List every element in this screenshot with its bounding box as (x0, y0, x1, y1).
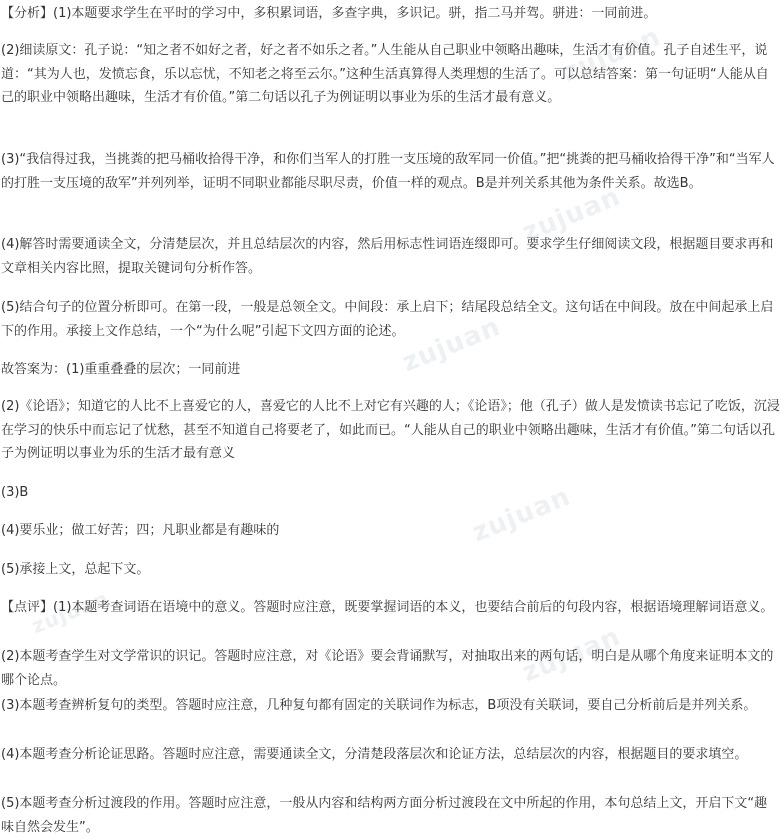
comment-paragraph-1: 【点评】(1)本题考查词语在语境中的意义。答题时应注意，既要掌握词语的本义，也要结合前后的句段内容，根据语境理解词语意义。 (1, 600, 774, 615)
answer-line-5: (5)承接上文，总起下文。 (1, 562, 150, 577)
watermark-logo: zujuan (558, 21, 665, 89)
watermark-logo: zujuan (518, 621, 625, 689)
comment-paragraph-3: (3)本题考查辨析复句的类型。答题时应注意，几种复句都有固定的关联词作为标志，B项没有关联词，要自己分析前后是并列关系。 (1, 698, 757, 713)
comment-paragraph-5: (5)本题考查分析过渡段的作用。答题时应注意，一般从内容和结构两方面分析过渡段在文中所起的作用，本句总结上文，开启下文“趣味自然会发生”。 (1, 796, 768, 835)
comment-paragraph-2: (2)本题考查学生对文学常识的识记。答题时应注意，对《论语》要会背诵默写，对抽取出来的两句话，明白是从哪个角度来证明本文的哪个论点。 (1, 649, 774, 688)
watermark-logo: zujuan (518, 181, 625, 249)
analysis-paragraph-5: (5)结合句子的位置分析即可。在第一段，一般是总领全文。中间段：承上启下；结尾段总结全文。这句话在中间段。放在中间起承上启下的作用。承接上文作总结，一个“为什么呢”引起下文四方面的论述。 (1, 300, 774, 339)
answer-line-2: (2)《论语》；知道它的人比不上喜爱它的人，喜爱它的人比不上对它有兴趣的人；《论语》；他（孔子）做人是发愤读书忘记了吃饭，沉浸在学习的快乐中而忘记了忧愁，甚至不知道自己将要老了，如此而已。“人能从自己的职业中领略出趣味，生活才有价值。”第二句话以孔子为例证明以事业为乐的生活才最有意义 (1, 399, 780, 461)
watermark-logo: zujuan (398, 311, 505, 379)
analysis-paragraph-3: (3)“我信得过我，当挑粪的把马桶收拾得干净，和你们当军人的打胜一支压境的敌军同一价值。”把“挑粪的把马桶收拾得干净”和“当军人的打胜一支压境的敌军”并列列举，证明不同职业都能尽职尽责，价值一样的观点。B是并列关系其他为条件关系。故选B。 (1, 152, 775, 191)
answer-line-1: 故答案为：(1)重重叠叠的层次；一同前进 (1, 362, 241, 377)
answer-line-3: (3)B (1, 485, 29, 500)
analysis-paragraph-4: (4)解答时需要通读全文，分清楚层次，并且总结层次的内容，然后用标志性词语连缀即可。要求学生仔细阅读文段，根据题目要求再和文章相关内容比照，提取关键词句分析作答。 (1, 237, 774, 276)
analysis-paragraph-1: 【分析】(1)本题要求学生在平时的学习中，多积累词语，多查字典，多识记。骈，指二马并驾。骈进：一同前进。 (1, 6, 657, 21)
analysis-paragraph-2: (2)细读原文：孔子说：“知之者不如好之者，好之者不如乐之者。”人生能从自己职业中领略出趣味，生活才有价值。孔子自述生平，说道：“其为人也，发愤忘食，乐以忘忧，不知老之将至云尔。”这种生活真算得人类理想的生活了。可以总结答案：第一句证明“人能从自己的职业中领略出趣味，生活才有价值。”第二句话以孔子为例证明以事业为乐的生活才最有意义。 (1, 43, 769, 105)
answer-line-4: (4)要乐业；做工好苦；四；凡职业都是有趣味的 (1, 523, 280, 538)
watermark-logo: zujuan (28, 585, 113, 639)
watermark-logo: zujuan (468, 481, 575, 549)
comment-paragraph-4: (4)本题考查分析论证思路。答题时应注意，需要通读全文，分清楚段落层次和论证方法，总结层次的内容，根据题目的要求填空。 (1, 747, 748, 762)
